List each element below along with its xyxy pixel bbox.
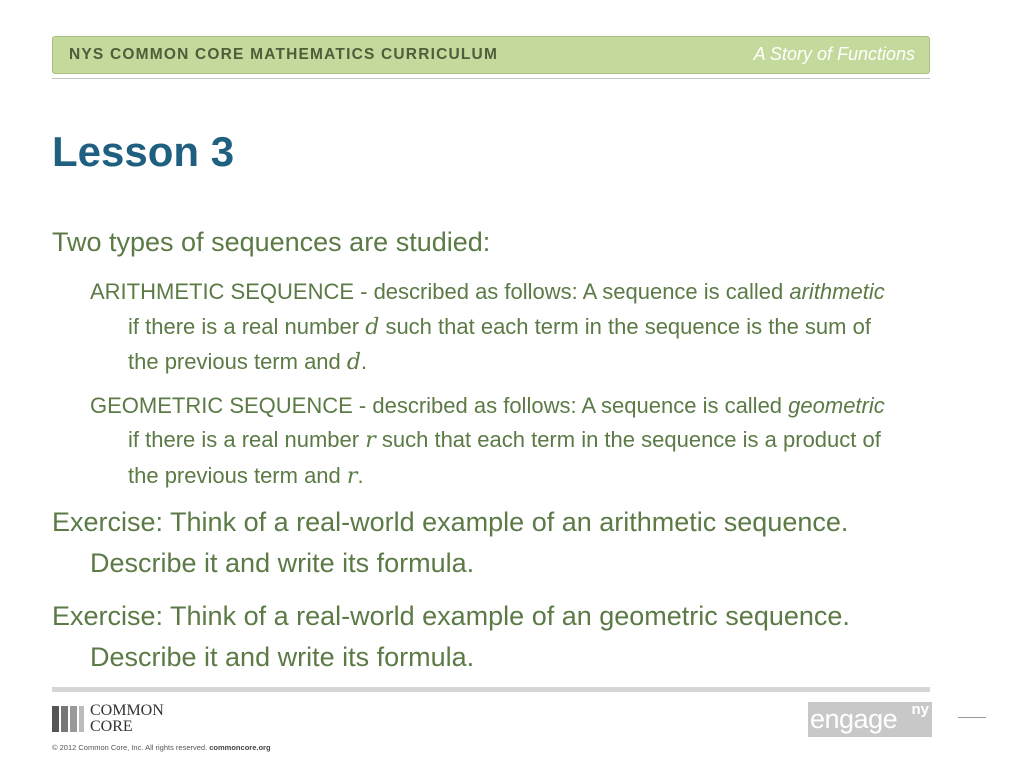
geometric-end: . [357,462,364,488]
engageny-logo [808,702,932,737]
exercise-geometric: Exercise: Think of a real-world example of an geometric sequence. Describe it and write its formula. [52,601,850,672]
geometric-term: geometric [788,392,885,418]
geometric-text-3: such that each term in the sequence is a product of the previous term and [128,427,881,488]
logo-line-1: COMMON [90,702,164,719]
arithmetic-definition [90,275,892,381]
variable-r-end: r [346,463,358,489]
geometric-text-1: GEOMETRIC SEQUENCE - described as follows: A sequence is called [90,392,789,418]
slide-content [52,222,892,690]
arithmetic-text-3: such that each term in the sequence is the sum of the previous term and [128,313,871,374]
header-divider [52,78,930,79]
geometric-definition [90,389,892,495]
variable-d: d [365,314,380,340]
common-core-logo-text [90,703,164,735]
exercise-arithmetic: Exercise: Think of a real-world example of an arithmetic sequence. Describe it and write its formula. [52,507,849,578]
copyright-notice [52,743,271,752]
arithmetic-text-1: ARITHMETIC SEQUENCE - described as follows: A sequence is called [90,279,790,304]
variable-r: r [365,428,376,453]
copyright-text: © 2012 Common Core, Inc. All rights reserved. [52,743,210,752]
arithmetic-text-2: if there is a real number [128,313,366,339]
variable-d-end: d [346,350,361,375]
story-title: A Story of Functions [753,44,915,64]
engage-word: engage [810,704,898,734]
arithmetic-term: arithmetic [789,279,885,304]
common-core-logo-icon [52,706,84,732]
curriculum-header-bar [52,36,930,74]
geometric-text-2: if there is a real number [128,427,366,452]
arithmetic-end: . [361,349,368,374]
intro-text: Two types of sequences are studied: [52,227,491,257]
curriculum-name: NYS COMMON CORE MATHEMATICS CURRICULUM [69,46,499,63]
page-title: Lesson 3 [52,128,235,175]
side-divider [958,717,986,718]
logo-line-2: CORE [90,718,133,735]
footer-divider [52,687,930,692]
copyright-link[interactable]: commoncore.org [209,743,271,752]
ny-superscript: ny [911,701,929,718]
